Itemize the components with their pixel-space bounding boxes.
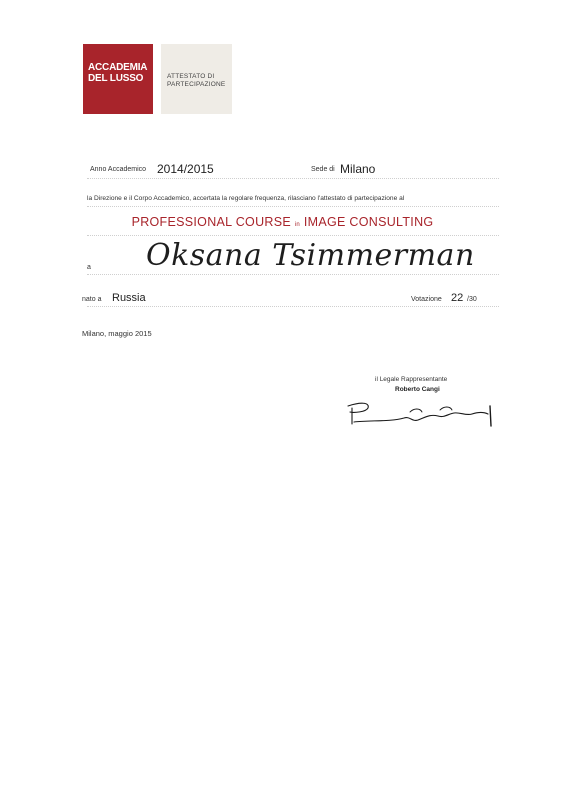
- handwritten-signature: [340, 392, 500, 428]
- academy-logo: [83, 44, 153, 114]
- place-date: Milano, maggio 2015: [82, 329, 152, 338]
- course-part-1: PROFESSIONAL COURSE: [131, 215, 291, 229]
- signatory-name: Roberto Cangi: [395, 386, 440, 393]
- divider-line: [87, 178, 499, 179]
- seat-value: Milano: [340, 162, 376, 176]
- born-label: nato a: [82, 296, 102, 303]
- intro-text: la Direzione e il Corpo Accademico, accertata la regolare frequenza, rilasciano l'attestato di partecipazione al: [87, 195, 405, 202]
- year-value: 2014/2015: [157, 162, 214, 176]
- divider-line: [87, 274, 499, 275]
- course-title: [0, 215, 565, 229]
- grade-max: /30: [467, 296, 477, 303]
- seat-label: Sede di: [311, 166, 335, 173]
- divider-line: [87, 206, 499, 207]
- course-in: in: [294, 222, 301, 228]
- document-type-tag: [161, 44, 232, 114]
- divider-line: [87, 235, 499, 236]
- course-part-2: IMAGE CONSULTING: [303, 215, 434, 229]
- signatory-title: il Legale Rappresentante: [375, 376, 448, 383]
- grade-value: 22: [451, 292, 464, 304]
- born-value: Russia: [112, 292, 146, 304]
- tag-line-2: PARTECIPAZIONE: [167, 81, 226, 88]
- year-label: Anno Accademico: [90, 166, 147, 173]
- divider-line: [87, 306, 499, 307]
- grade-label: Votazione: [411, 296, 442, 303]
- tag-line-1: ATTESTATO DI: [167, 73, 215, 80]
- recipient-name: Oksana Tsimmerman: [146, 238, 475, 273]
- logo-line-2: DEL LUSSO: [88, 73, 144, 84]
- to-label: a: [87, 264, 91, 271]
- logo-line-1: ACCADEMIA: [88, 62, 148, 73]
